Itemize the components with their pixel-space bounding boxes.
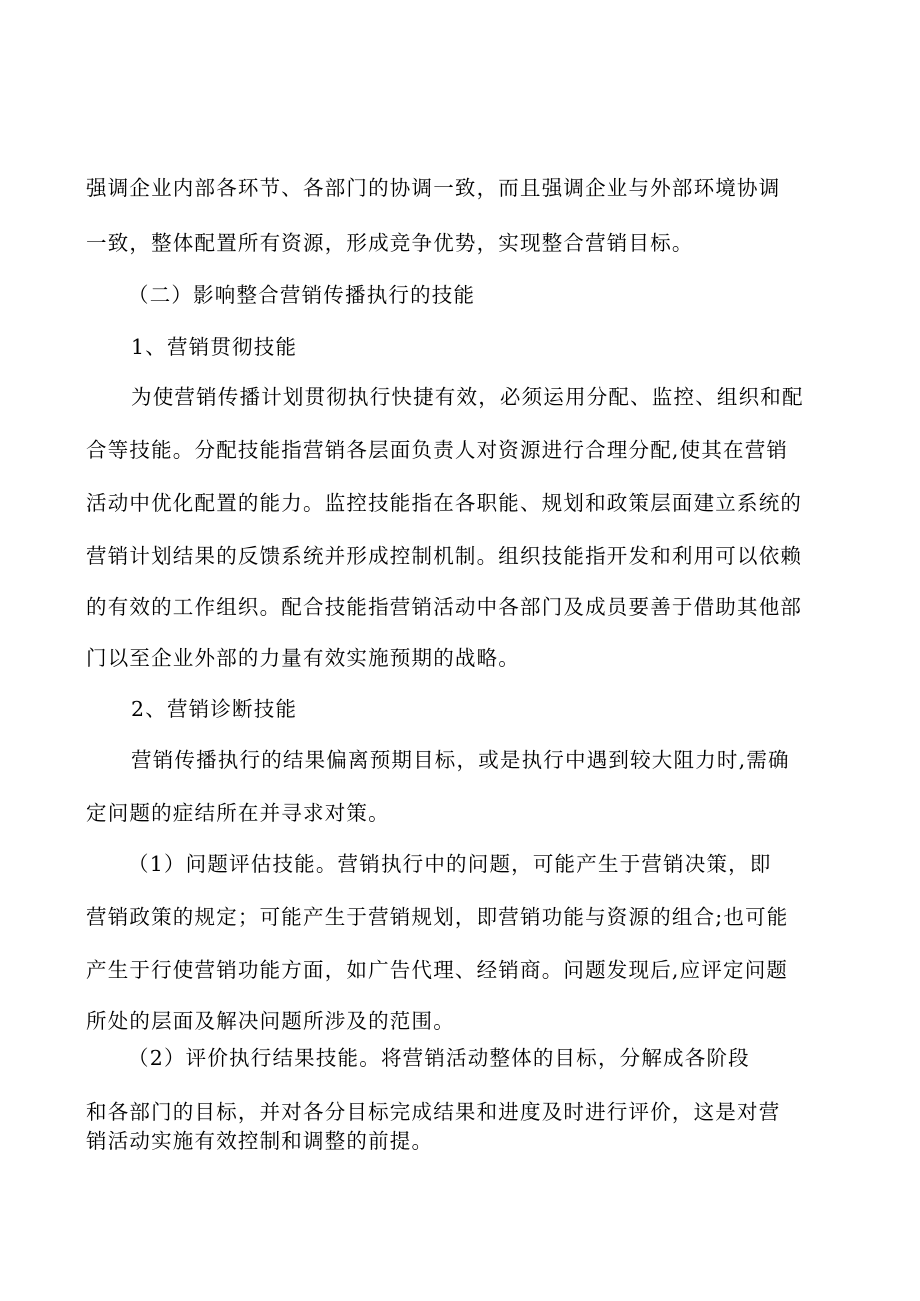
text-line: 营销传播执行的结果偏离预期目标，或是执行中遇到较大阻力时,需确 [131, 748, 790, 772]
text-line: 销活动实施有效控制和调整的前提。 [86, 1129, 434, 1153]
text-line: 一致，整体配置所有资源，形成竞争优势，实现整合营销目标。 [86, 231, 694, 255]
text-line: 产生于行使营销功能方面，如广告代理、经销商。问题发现后,应评定问题 [86, 958, 789, 982]
text-line: （1）问题评估技能。营销执行中的问题，可能产生于营销决策，即 [128, 852, 772, 876]
text-line: 的有效的工作组织。配合技能指营销活动中各部门及成员要善于借助其他部 [86, 595, 803, 619]
text-line: 和各部门的目标，并对各分目标完成结果和进度及时进行评价，这是对营 [86, 1100, 781, 1124]
text-line: 定问题的症结所在并寻求对策。 [86, 801, 390, 825]
subsection-heading: 2、营销诊断技能 [131, 697, 298, 721]
text-line: 合等技能。分配技能指营销各层面负责人对资源进行合理分配,使其在营销 [86, 438, 789, 462]
text-line: （2）评价执行结果技能。将营销活动整体的目标，分解成各阶段 [128, 1046, 750, 1070]
text-line: 所处的层面及解决问题所涉及的范围。 [86, 1009, 455, 1033]
text-line: 营销计划结果的反馈系统并形成控制机制。组织技能指开发和利用可以依赖 [86, 544, 803, 568]
text-line: 为使营销传播计划贯彻执行快捷有效，必须运用分配、监控、组织和配 [131, 385, 804, 409]
subsection-heading: 1、营销贯彻技能 [131, 335, 298, 359]
text-line: 活动中优化配置的能力。监控技能指在各职能、规划和政策层面建立系统的 [86, 491, 803, 515]
text-line: 门以至企业外部的力量有效实施预期的战略。 [86, 646, 520, 670]
text-line: 营销政策的规定；可能产生于营销规划，即营销功能与资源的组合;也可能 [86, 905, 789, 929]
section-heading: （二）影响整合营销传播执行的技能 [128, 283, 476, 307]
text-line: 强调企业内部各环节、各部门的协调一致，而且强调企业与外部环境协调 [86, 176, 781, 200]
